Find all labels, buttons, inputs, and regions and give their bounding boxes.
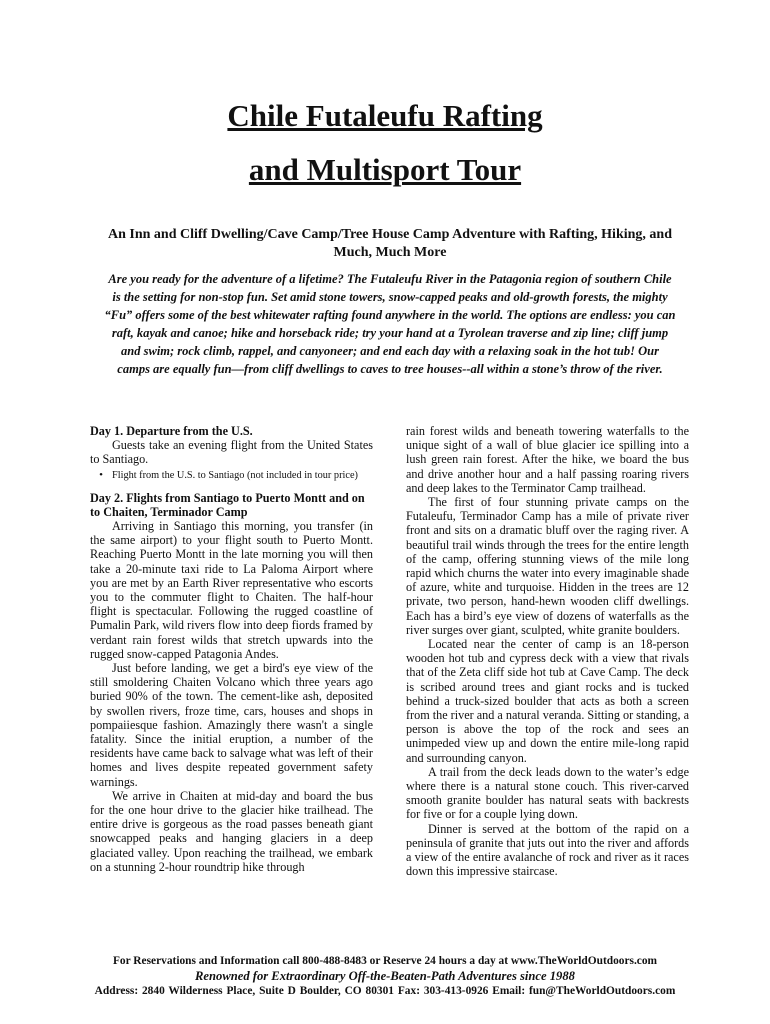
day2-paragraph-5: Located near the center of camp is an 18-person wooden hot tub and cypress deck with a view that rivals that of the Zeta cliff side hot tub at Cave Camp. The deck is scribed around trees and giant rocks and is tucked behind a truck-sized boulder that acts as both a screen from the river and a natural veranda. Sitting or standing, a person is above the top of the rock and sees an unimpeded view up and down the entire mile-long rapid and surrounding canyon. — [406, 637, 689, 765]
day1-bullet-text: Flight from the U.S. to Santiago (not included in tour price) — [112, 469, 358, 481]
bullet-icon: • — [99, 468, 103, 481]
left-column — [90, 424, 373, 874]
footer-tagline: Renowned for Extraordinary Off-the-Beaten-Path Adventures since 1988 — [195, 969, 575, 983]
day2-paragraph-3-continued: rain forest wilds and beneath towering waterfalls to the unique sight of a wall of blue glacier ice spilling into a lush green rain forest. After the hike, we board the bus and drive another hour and a half passing roaring rivers and deep lakes to the Terminator Camp trailhead. — [406, 424, 689, 495]
footer-address: Address: 2840 Wilderness Place, Suite D Boulder, CO 80301 Fax: 303-413-0926 Email: fun@TheWorldOutdoors.com — [94, 985, 676, 997]
day1-heading: Day 1. Departure from the U.S. — [90, 424, 253, 438]
day1-paragraph: Guests take an evening flight from the United States to Santiago. — [90, 438, 373, 467]
page-title-line-1: Chile Futaleufu Rafting — [227, 98, 543, 133]
footer-reservations: For Reservations and Information call 800-488-8483 or Reserve 24 hours a day at www.TheWorldOutdoors.com — [112, 955, 658, 967]
day2-paragraph-6: A trail from the deck leads down to the water’s edge where there is a natural stone couch. This river-carved smooth granite boulder has natural seats with backrests for five or for a couple lying down. — [406, 764, 689, 822]
day1-bullet — [90, 469, 373, 482]
day2-heading: Day 2. Flights from Santiago to Puerto Montt and on to Chaiten, Terminador Camp — [90, 490, 365, 519]
right-column — [406, 424, 689, 879]
day2-paragraph-7: Dinner is served at the bottom of the rapid on a peninsula of granite that juts out into the river and affords a view of the entire avalanche of rock and river as it races down this impressive staircase. — [406, 821, 689, 879]
day2-paragraph-1: Arriving in Santiago this morning, you transfer (in the same airport) to your flight south to Puerto Montt. Reaching Puerto Montt in the late morning you will then take a 20-minute taxi ride to La Paloma Airport where you are met by an Earth River representative who escorts you to the commuter flight to Chaiten. The half-hour flight is spectacular. Following the rugged coastline of Pumalin Park, wild rivers flow into deep fiords framed by verdant rain forest wilds that stretch upwards into the rugged snow-capped Patagonia Andes. — [90, 519, 373, 661]
day2-paragraph-2: Just before landing, we get a bird's eye view of the still smoldering Chaiten Volcano which three years ago buried 90% of the town. The cement-like ash, deposited by swollen rivers, froze time, cars, houses and shops in pompaiiesque fashion. Amazingly there wasn't a single fatality. Since the initial eruption, a number of the residents have came back to salvage what was left of their homes and lives despite repeated government safety warnings. — [90, 661, 373, 789]
page-subtitle: An Inn and Cliff Dwelling/Cave Camp/Tree House Camp Adventure with Rafting, Hiking, and Much, Much More — [108, 227, 672, 260]
day2-paragraph-3: We arrive in Chaiten at mid-day and board the bus for the one hour drive to the glacier hike trailhead. The entire drive is gorgeous as the road passes beneath giant snowcapped peaks and hanging glaciers in a deep glaciated valley. Upon reaching the trailhead, we embark on a stunning 2-hour roundtrip hike through — [90, 788, 373, 874]
intro-paragraph: Are you ready for the adventure of a lifetime? The Futaleufu River in the Patagonia region of southern Chile is the setting for non-stop fun. Set amid stone towers, snow-capped peaks and old-growth forests, the mighty “Fu” offers some of the best whitewater rafting found anywhere in the world. The options are endless: you can raft, kayak and canoe; hike and horseback ride; try your hand at a Tyrolean traverse and zip line; cliff jump and swim; rock climb, rappel, and canyoneer; and end each day with a relaxing soak in the hot tub! Our camps are equally fun—from cliff dwellings to caves to tree houses--all within a stone’s throw of the river. — [104, 272, 676, 376]
page-title-line-2: and Multisport Tour — [248, 152, 522, 187]
day2-paragraph-4: The first of four stunning private camps on the Futaleufu, Terminador Camp has a mile of private river front and sits on a dramatic bluff over the raging river. A beautiful trail winds through the trees for the entire length of the camp, offering stunning views of the mile long rapid which churns the water into every imaginable shade of azure, white and turquoise. Hidden in the trees are 12 private, two person, hand-hewn wooden cliff dwellings. Each has a bird’s eye view of dozens of waterfalls as the river surges over giant, sculpted, white granite boulders. — [406, 495, 689, 637]
